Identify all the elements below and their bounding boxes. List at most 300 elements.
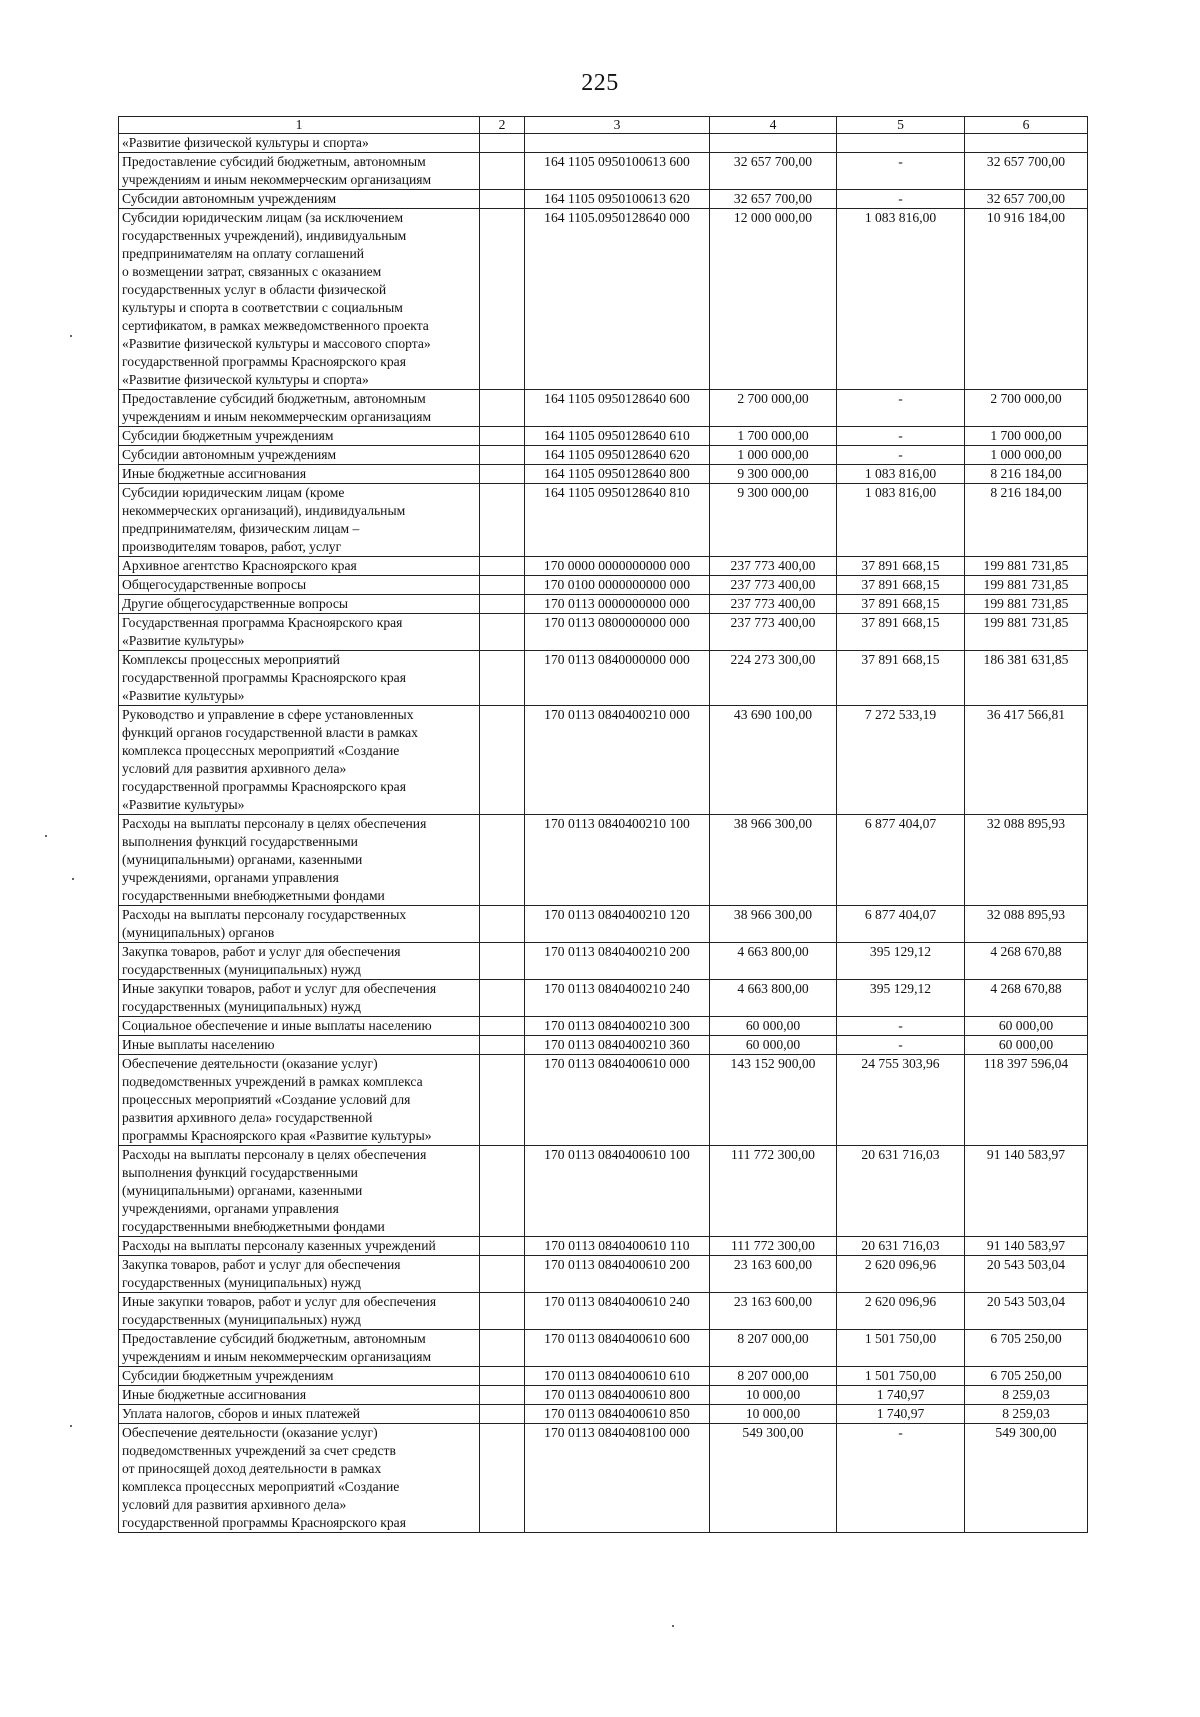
table-row [119, 980, 1088, 1017]
description-line: Обеспечение деятельности (оказание услуг) [122, 1425, 378, 1440]
table-row [119, 1017, 1088, 1036]
table-row [119, 595, 1088, 614]
row-description [119, 1367, 480, 1386]
executed-amount-cell: - [837, 1424, 965, 1533]
approved-amount-cell: 224 273 300,00 [710, 651, 837, 706]
approved-amount-cell: 8 207 000,00 [710, 1330, 837, 1367]
budget-code-cell: 170 0113 0840400610 610 [525, 1367, 710, 1386]
description-line: Иные закупки товаров, работ и услуг для обеспечения [122, 1294, 437, 1309]
remaining-amount-cell [965, 134, 1088, 153]
remaining-amount-cell: 118 397 596,04 [965, 1055, 1088, 1146]
description-line: Государственная программа Красноярского края [122, 615, 403, 630]
column-header: 2 [480, 117, 525, 134]
remaining-amount-cell: 199 881 731,85 [965, 595, 1088, 614]
approved-amount-cell: 549 300,00 [710, 1424, 837, 1533]
description-line: «Развитие физической культуры и спорта» [122, 372, 369, 387]
executed-amount-cell: - [837, 1017, 965, 1036]
row-description [119, 134, 480, 153]
description-line: государственными внебюджетными фондами [122, 1219, 385, 1234]
table-row [119, 1055, 1088, 1146]
row-description [119, 1424, 480, 1533]
budget-code-cell: 170 0113 0840400210 300 [525, 1017, 710, 1036]
executed-amount-cell: 2 620 096,96 [837, 1256, 965, 1293]
table-row [119, 465, 1088, 484]
table-header-row [119, 117, 1088, 134]
table-row [119, 1330, 1088, 1367]
description-line: Субсидии автономным учреждениям [122, 447, 337, 462]
remaining-amount-cell: 1 000 000,00 [965, 446, 1088, 465]
description-line: функций органов государственной власти в рамках [122, 725, 418, 740]
budget-code-cell: 164 1105 0950128640 810 [525, 484, 710, 557]
approved-amount-cell: 4 663 800,00 [710, 980, 837, 1017]
description-line: учреждениями, органами управления [122, 870, 339, 885]
description-line: учреждениям и иным некоммерческим организациям [122, 1349, 432, 1364]
scan-speck [672, 1625, 674, 1627]
description-line: Субсидии юридическим лицам (кроме [122, 485, 345, 500]
table-row [119, 557, 1088, 576]
row-description [119, 1055, 480, 1146]
approved-amount-cell: 237 773 400,00 [710, 614, 837, 651]
description-line: Руководство и управление в сфере установленных [122, 707, 414, 722]
table-row [119, 614, 1088, 651]
budget-code-cell: 170 0113 0840400210 200 [525, 943, 710, 980]
approved-amount-cell: 143 152 900,00 [710, 1055, 837, 1146]
description-line: «Развитие культуры» [122, 797, 245, 812]
column-2-cell [480, 1237, 525, 1256]
description-line: государственной программы Красноярского края [122, 354, 406, 369]
table-body [119, 134, 1088, 1533]
table-row [119, 1293, 1088, 1330]
table-row [119, 706, 1088, 815]
executed-amount-cell: 37 891 668,15 [837, 614, 965, 651]
executed-amount-cell: - [837, 390, 965, 427]
executed-amount-cell: 1 740,97 [837, 1405, 965, 1424]
description-line: условий для развития архивного дела» [122, 761, 347, 776]
approved-amount-cell: 32 657 700,00 [710, 153, 837, 190]
scan-speck [70, 335, 72, 337]
remaining-amount-cell: 8 216 184,00 [965, 484, 1088, 557]
table-row [119, 1256, 1088, 1293]
remaining-amount-cell: 60 000,00 [965, 1036, 1088, 1055]
table-row [119, 390, 1088, 427]
budget-code-cell [525, 134, 710, 153]
approved-amount-cell: 12 000 000,00 [710, 209, 837, 390]
description-line: сертификатом, в рамках межведомственного проекта [122, 318, 429, 333]
description-line: Комплексы процессных мероприятий [122, 652, 340, 667]
column-2-cell [480, 209, 525, 390]
budget-code-cell: 170 0113 0840400210 000 [525, 706, 710, 815]
column-2-cell [480, 595, 525, 614]
row-description [119, 706, 480, 815]
budget-code-cell: 170 0113 0840400210 360 [525, 1036, 710, 1055]
table-row [119, 484, 1088, 557]
column-2-cell [480, 446, 525, 465]
description-line: Обеспечение деятельности (оказание услуг) [122, 1056, 378, 1071]
executed-amount-cell: - [837, 1036, 965, 1055]
budget-code-cell: 170 0113 0840400610 200 [525, 1256, 710, 1293]
column-2-cell [480, 1256, 525, 1293]
approved-amount-cell: 43 690 100,00 [710, 706, 837, 815]
column-2-cell [480, 706, 525, 815]
column-2-cell [480, 390, 525, 427]
approved-amount-cell: 10 000,00 [710, 1405, 837, 1424]
description-line: Расходы на выплаты персоналу государственных [122, 907, 407, 922]
description-line: Субсидии автономным учреждениям [122, 191, 337, 206]
description-line: Субсидии бюджетным учреждениям [122, 428, 334, 443]
executed-amount-cell: 395 129,12 [837, 980, 965, 1017]
description-line: государственных услуг в области физической [122, 282, 387, 297]
column-header: 4 [710, 117, 837, 134]
page-number: 225 [581, 70, 619, 96]
approved-amount-cell: 60 000,00 [710, 1017, 837, 1036]
column-2-cell [480, 980, 525, 1017]
approved-amount-cell [710, 134, 837, 153]
description-line: государственных (муниципальных) нужд [122, 1275, 361, 1290]
remaining-amount-cell: 8 216 184,00 [965, 465, 1088, 484]
approved-amount-cell: 23 163 600,00 [710, 1293, 837, 1330]
row-description [119, 1293, 480, 1330]
description-line: от приносящей доход деятельности в рамках [122, 1461, 382, 1476]
table-row [119, 446, 1088, 465]
budget-code-cell: 164 1105 0950100613 600 [525, 153, 710, 190]
row-description [119, 446, 480, 465]
column-2-cell [480, 484, 525, 557]
budget-code-cell: 170 0113 0840400610 110 [525, 1237, 710, 1256]
budget-code-cell: 170 0113 0840400210 120 [525, 906, 710, 943]
description-line: Уплата налогов, сборов и иных платежей [122, 1406, 361, 1421]
row-description [119, 1146, 480, 1237]
column-2-cell [480, 1330, 525, 1367]
approved-amount-cell: 4 663 800,00 [710, 943, 837, 980]
description-line: (муниципальными) органами, казенными [122, 1183, 363, 1198]
remaining-amount-cell: 199 881 731,85 [965, 557, 1088, 576]
executed-amount-cell: 1 501 750,00 [837, 1367, 965, 1386]
budget-code-cell: 164 1105 0950100613 620 [525, 190, 710, 209]
row-description [119, 1017, 480, 1036]
description-line: государственных (муниципальных) нужд [122, 1312, 361, 1327]
executed-amount-cell: - [837, 190, 965, 209]
executed-amount-cell: 37 891 668,15 [837, 576, 965, 595]
column-2-cell [480, 651, 525, 706]
description-line: производителям товаров, работ, услуг [122, 539, 342, 554]
row-description [119, 651, 480, 706]
description-line: государственной программы Красноярского края [122, 779, 406, 794]
description-line: «Развитие физической культуры и спорта» [122, 135, 369, 150]
description-line: Субсидии юридическим лицам (за исключением [122, 210, 404, 225]
description-line: Предоставление субсидий бюджетным, автономным [122, 391, 426, 406]
description-line: Другие общегосударственные вопросы [122, 596, 349, 611]
budget-code-cell: 170 0113 0840400610 850 [525, 1405, 710, 1424]
executed-amount-cell: 24 755 303,96 [837, 1055, 965, 1146]
executed-amount-cell: 7 272 533,19 [837, 706, 965, 815]
table-row [119, 1405, 1088, 1424]
row-description [119, 153, 480, 190]
description-line: выполнения функций государственными [122, 834, 358, 849]
remaining-amount-cell: 32 088 895,93 [965, 906, 1088, 943]
description-line: (муниципальных) органов [122, 925, 275, 940]
approved-amount-cell: 111 772 300,00 [710, 1237, 837, 1256]
description-line: Архивное агентство Красноярского края [122, 558, 357, 573]
budget-code-cell: 170 0113 0800000000 000 [525, 614, 710, 651]
executed-amount-cell [837, 134, 965, 153]
remaining-amount-cell: 549 300,00 [965, 1424, 1088, 1533]
approved-amount-cell: 2 700 000,00 [710, 390, 837, 427]
column-2-cell [480, 190, 525, 209]
approved-amount-cell: 60 000,00 [710, 1036, 837, 1055]
description-line: некоммерческих организаций), индивидуальным [122, 503, 406, 518]
remaining-amount-cell: 8 259,03 [965, 1386, 1088, 1405]
approved-amount-cell: 237 773 400,00 [710, 576, 837, 595]
budget-code-cell: 170 0113 0840400610 800 [525, 1386, 710, 1405]
budget-code-cell: 170 0113 0840408100 000 [525, 1424, 710, 1533]
table-row [119, 1036, 1088, 1055]
description-line: предпринимателям на оплату соглашений [122, 246, 364, 261]
column-header: 3 [525, 117, 710, 134]
description-line: Иные бюджетные ассигнования [122, 466, 307, 481]
description-line: Закупка товаров, работ и услуг для обеспечения [122, 1257, 401, 1272]
column-2-cell [480, 1146, 525, 1237]
row-description [119, 465, 480, 484]
column-2-cell [480, 1367, 525, 1386]
table-row [119, 190, 1088, 209]
executed-amount-cell: 2 620 096,96 [837, 1293, 965, 1330]
approved-amount-cell: 38 966 300,00 [710, 815, 837, 906]
executed-amount-cell: - [837, 446, 965, 465]
remaining-amount-cell: 32 657 700,00 [965, 153, 1088, 190]
description-line: Иные закупки товаров, работ и услуг для обеспечения [122, 981, 437, 996]
budget-code-cell: 170 0113 0840400610 100 [525, 1146, 710, 1237]
row-description [119, 390, 480, 427]
description-line: «Развитие физической культуры и массового спорта» [122, 336, 431, 351]
approved-amount-cell: 38 966 300,00 [710, 906, 837, 943]
row-description [119, 1036, 480, 1055]
budget-code-cell: 164 1105 0950128640 620 [525, 446, 710, 465]
row-description [119, 190, 480, 209]
remaining-amount-cell: 20 543 503,04 [965, 1293, 1088, 1330]
description-line: учреждениям и иным некоммерческим организациям [122, 409, 432, 424]
remaining-amount-cell: 199 881 731,85 [965, 614, 1088, 651]
column-header: 6 [965, 117, 1088, 134]
column-2-cell [480, 1386, 525, 1405]
column-2-cell [480, 943, 525, 980]
description-line: государственных (муниципальных) нужд [122, 999, 361, 1014]
budget-code-cell: 170 0113 0840400610 240 [525, 1293, 710, 1330]
description-line: подведомственных учреждений за счет средств [122, 1443, 396, 1458]
row-description [119, 484, 480, 557]
scan-speck [72, 878, 74, 880]
column-2-cell [480, 1036, 525, 1055]
description-line: процессных мероприятий «Создание условий для [122, 1092, 411, 1107]
column-2-cell [480, 153, 525, 190]
column-header: 5 [837, 117, 965, 134]
description-line: условий для развития архивного дела» [122, 1497, 347, 1512]
executed-amount-cell: 20 631 716,03 [837, 1237, 965, 1256]
row-description [119, 427, 480, 446]
remaining-amount-cell: 20 543 503,04 [965, 1256, 1088, 1293]
remaining-amount-cell: 4 268 670,88 [965, 980, 1088, 1017]
executed-amount-cell: 37 891 668,15 [837, 557, 965, 576]
executed-amount-cell: - [837, 427, 965, 446]
row-description [119, 1237, 480, 1256]
budget-code-cell: 170 0113 0840400610 000 [525, 1055, 710, 1146]
scan-speck [45, 835, 47, 837]
executed-amount-cell: 37 891 668,15 [837, 595, 965, 614]
description-line: комплекса процессных мероприятий «Создание [122, 1479, 400, 1494]
column-2-cell [480, 576, 525, 595]
table-row [119, 906, 1088, 943]
column-2-cell [480, 465, 525, 484]
table-row [119, 576, 1088, 595]
budget-code-cell: 170 0113 0840400210 100 [525, 815, 710, 906]
executed-amount-cell: 1 740,97 [837, 1386, 965, 1405]
description-line: «Развитие культуры» [122, 633, 245, 648]
row-description [119, 943, 480, 980]
description-line: предпринимателям, физическим лицам – [122, 521, 360, 536]
table-row [119, 209, 1088, 390]
executed-amount-cell: 1 083 816,00 [837, 484, 965, 557]
remaining-amount-cell: 32 088 895,93 [965, 815, 1088, 906]
column-2-cell [480, 906, 525, 943]
row-description [119, 1256, 480, 1293]
description-line: выполнения функций государственными [122, 1165, 358, 1180]
executed-amount-cell: 6 877 404,07 [837, 815, 965, 906]
column-2-cell [480, 1424, 525, 1533]
approved-amount-cell: 237 773 400,00 [710, 557, 837, 576]
executed-amount-cell: 20 631 716,03 [837, 1146, 965, 1237]
column-header: 1 [119, 117, 480, 134]
executed-amount-cell: 1 501 750,00 [837, 1330, 965, 1367]
budget-table [118, 116, 1088, 1533]
remaining-amount-cell: 91 140 583,97 [965, 1146, 1088, 1237]
remaining-amount-cell: 91 140 583,97 [965, 1237, 1088, 1256]
description-line: государственной программы Красноярского края [122, 1515, 406, 1530]
description-line: «Развитие культуры» [122, 688, 245, 703]
description-line: культуры и спорта в соответствии с социальным [122, 300, 403, 315]
row-description [119, 557, 480, 576]
description-line: государственных (муниципальных) нужд [122, 962, 361, 977]
remaining-amount-cell: 32 657 700,00 [965, 190, 1088, 209]
description-line: Расходы на выплаты персоналу в целях обеспечения [122, 816, 427, 831]
description-line: государственных учреждений), индивидуальным [122, 228, 407, 243]
description-line: комплекса процессных мероприятий «Создание [122, 743, 400, 758]
executed-amount-cell: 1 083 816,00 [837, 209, 965, 390]
row-description [119, 1405, 480, 1424]
budget-code-cell: 170 0100 0000000000 000 [525, 576, 710, 595]
budget-code-cell: 164 1105 0950128640 610 [525, 427, 710, 446]
description-line: Расходы на выплаты персоналу казенных учреждений [122, 1238, 436, 1253]
description-line: программы Красноярского края «Развитие культуры» [122, 1128, 432, 1143]
description-line: учреждениям и иным некоммерческим организациям [122, 172, 432, 187]
approved-amount-cell: 111 772 300,00 [710, 1146, 837, 1237]
column-2-cell [480, 1055, 525, 1146]
approved-amount-cell: 32 657 700,00 [710, 190, 837, 209]
description-line: Иные бюджетные ассигнования [122, 1387, 307, 1402]
table-row [119, 1146, 1088, 1237]
budget-code-cell: 170 0000 0000000000 000 [525, 557, 710, 576]
remaining-amount-cell: 186 381 631,85 [965, 651, 1088, 706]
table-row [119, 134, 1088, 153]
approved-amount-cell: 237 773 400,00 [710, 595, 837, 614]
approved-amount-cell: 9 300 000,00 [710, 465, 837, 484]
description-line: Расходы на выплаты персоналу в целях обеспечения [122, 1147, 427, 1162]
budget-code-cell: 170 0113 0840400610 600 [525, 1330, 710, 1367]
description-line: о возмещении затрат, связанных с оказанием [122, 264, 382, 279]
description-line: Закупка товаров, работ и услуг для обеспечения [122, 944, 401, 959]
row-description [119, 1386, 480, 1405]
row-description [119, 576, 480, 595]
table-row [119, 1367, 1088, 1386]
remaining-amount-cell: 4 268 670,88 [965, 943, 1088, 980]
remaining-amount-cell: 2 700 000,00 [965, 390, 1088, 427]
approved-amount-cell: 10 000,00 [710, 1386, 837, 1405]
table-row [119, 815, 1088, 906]
remaining-amount-cell: 10 916 184,00 [965, 209, 1088, 390]
executed-amount-cell: 395 129,12 [837, 943, 965, 980]
remaining-amount-cell: 1 700 000,00 [965, 427, 1088, 446]
row-description [119, 980, 480, 1017]
row-description [119, 815, 480, 906]
description-line: подведомственных учреждений в рамках комплекса [122, 1074, 423, 1089]
budget-code-cell: 170 0113 0840000000 000 [525, 651, 710, 706]
column-2-cell [480, 134, 525, 153]
remaining-amount-cell: 8 259,03 [965, 1405, 1088, 1424]
budget-code-cell: 164 1105 0950128640 800 [525, 465, 710, 484]
executed-amount-cell: 37 891 668,15 [837, 651, 965, 706]
executed-amount-cell: - [837, 153, 965, 190]
column-2-cell [480, 1405, 525, 1424]
approved-amount-cell: 23 163 600,00 [710, 1256, 837, 1293]
description-line: (муниципальными) органами, казенными [122, 852, 363, 867]
column-2-cell [480, 614, 525, 651]
scan-speck [70, 1425, 72, 1427]
table-row [119, 1424, 1088, 1533]
column-2-cell [480, 557, 525, 576]
description-line: Социальное обеспечение и иные выплаты населению [122, 1018, 432, 1033]
description-line: государственной программы Красноярского края [122, 670, 406, 685]
description-line: учреждениями, органами управления [122, 1201, 339, 1216]
budget-code-cell: 170 0113 0840400210 240 [525, 980, 710, 1017]
remaining-amount-cell: 60 000,00 [965, 1017, 1088, 1036]
executed-amount-cell: 1 083 816,00 [837, 465, 965, 484]
column-2-cell [480, 815, 525, 906]
row-description [119, 906, 480, 943]
description-line: государственными внебюджетными фондами [122, 888, 385, 903]
column-2-cell [480, 427, 525, 446]
row-description [119, 614, 480, 651]
remaining-amount-cell: 6 705 250,00 [965, 1330, 1088, 1367]
column-2-cell [480, 1293, 525, 1330]
approved-amount-cell: 1 000 000,00 [710, 446, 837, 465]
remaining-amount-cell: 6 705 250,00 [965, 1367, 1088, 1386]
description-line: Предоставление субсидий бюджетным, автономным [122, 154, 426, 169]
remaining-amount-cell: 199 881 731,85 [965, 576, 1088, 595]
budget-code-cell: 164 1105.0950128640 000 [525, 209, 710, 390]
budget-code-cell: 164 1105 0950128640 600 [525, 390, 710, 427]
budget-code-cell: 170 0113 0000000000 000 [525, 595, 710, 614]
table-row [119, 1237, 1088, 1256]
table-row [119, 1386, 1088, 1405]
row-description [119, 1330, 480, 1367]
table-row [119, 651, 1088, 706]
remaining-amount-cell: 36 417 566,81 [965, 706, 1088, 815]
table-row [119, 153, 1088, 190]
approved-amount-cell: 9 300 000,00 [710, 484, 837, 557]
table-row [119, 943, 1088, 980]
approved-amount-cell: 1 700 000,00 [710, 427, 837, 446]
table-row [119, 427, 1088, 446]
description-line: Иные выплаты населению [122, 1037, 275, 1052]
row-description [119, 209, 480, 390]
